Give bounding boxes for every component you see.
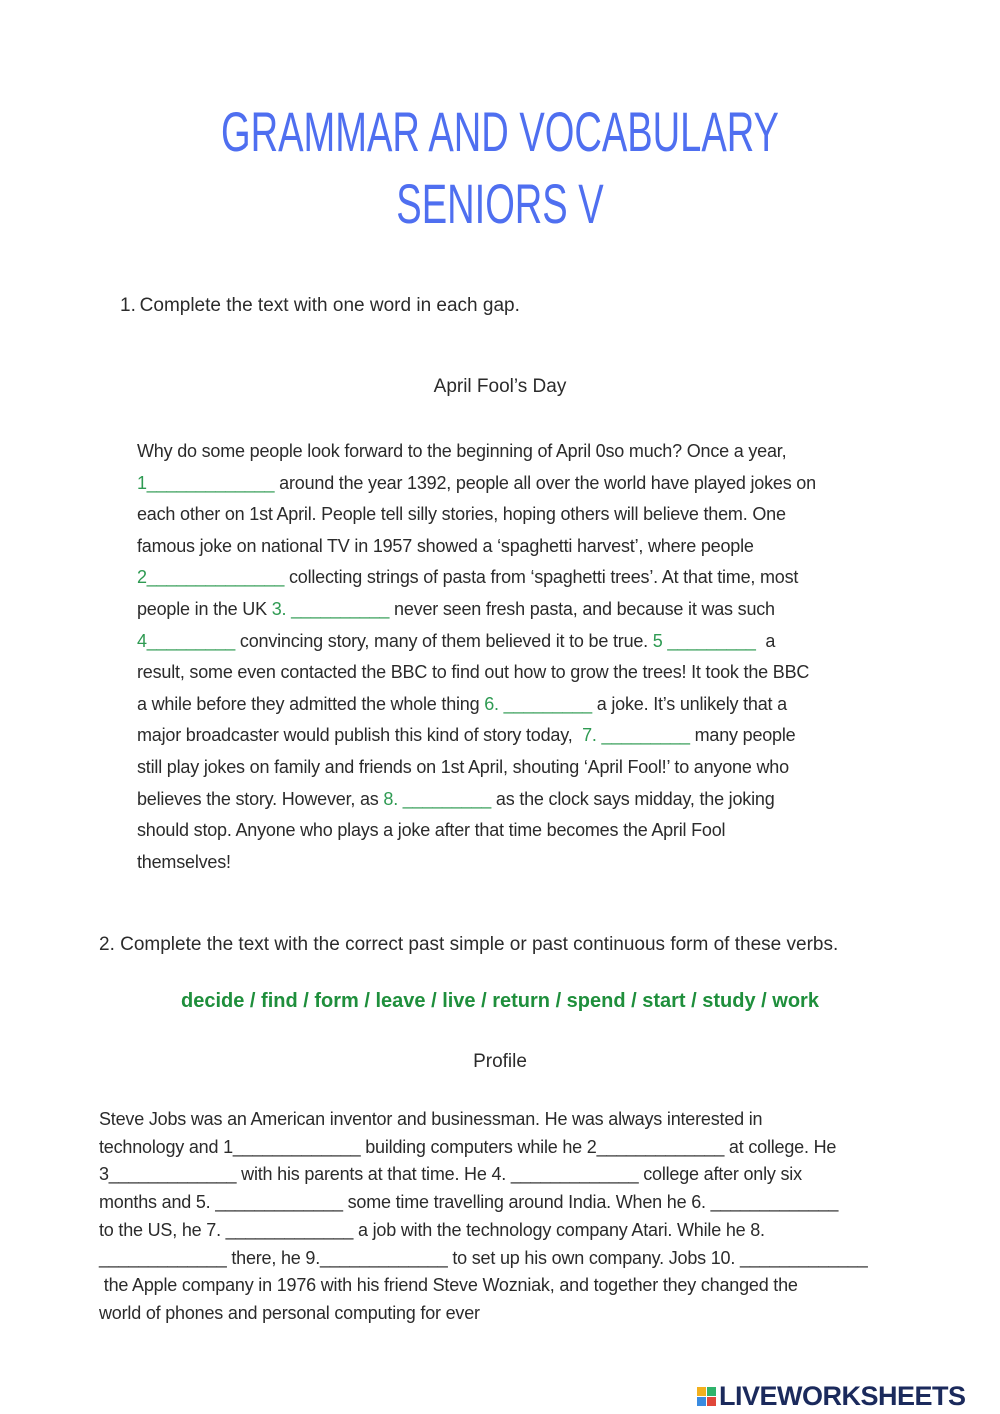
text-segment: many people	[689, 725, 796, 746]
text-segment: believes the story. However, as	[137, 788, 384, 809]
text-line	[137, 757, 789, 778]
worksheet-subtitle: SENIORS V	[396, 172, 604, 235]
text-line	[99, 1164, 802, 1185]
text-line	[137, 536, 754, 557]
text-segment: should stop. Anyone who plays a joke after that time becomes the April Fool	[137, 820, 726, 841]
gap-blank[interactable]: 2______________	[137, 567, 285, 588]
text-segment: convincing story, many of them believed it to be true.	[235, 630, 653, 651]
text-segment: _____________ there, he 9._____________ to set up his own company. Jobs 10. _____________	[99, 1247, 868, 1268]
text-segment: result, some even contacted the BBC to find out how to grow the trees! It took the BBC	[137, 662, 810, 683]
text-line	[137, 631, 775, 652]
gap-blank[interactable]: 3. __________	[271, 599, 390, 619]
exercise1-heading: April Fool’s Day	[433, 376, 567, 397]
text-segment: still play jokes on family and friends on 1st April, shouting ‘April Fool!’ to anyone who	[137, 757, 789, 777]
text-segment: themselves!	[137, 851, 231, 872]
text-segment: as the clock says midday, the joking	[491, 788, 775, 809]
text-line	[137, 662, 809, 683]
text-segment: Steve Jobs was an American inventor and businessman. He was always interested in	[99, 1109, 763, 1129]
text-line	[99, 1220, 765, 1241]
logo-blocks-icon	[697, 1387, 716, 1406]
text-line	[137, 820, 725, 841]
text-segment: collecting strings of pasta from ‘spaghetti trees’. At that time, most	[284, 567, 799, 588]
worksheet-title: GRAMMAR AND VOCABULARY	[221, 100, 779, 163]
gap-blank[interactable]: 6. _________	[484, 693, 592, 714]
text-segment: 3_____________ with his parents at that time. He 4. _____________ college after only six	[99, 1164, 802, 1185]
gap-blank[interactable]: 8. _________	[383, 788, 492, 809]
text-line	[99, 1192, 838, 1213]
text-line	[99, 1275, 798, 1296]
text-line	[137, 599, 775, 620]
text-line	[137, 694, 787, 715]
text-segment: never seen fresh pasta, and because it was such	[389, 599, 775, 619]
text-line	[137, 473, 816, 494]
verb-list: decide / find / form / leave / live / return / spend / start / study / work	[181, 990, 819, 1012]
gap-blank[interactable]: 4_________	[137, 630, 236, 651]
gap-blank[interactable]: 5 _________	[652, 630, 756, 651]
text-line	[137, 789, 775, 810]
text-line	[137, 441, 786, 462]
text-segment: to the US, he 7. _____________ a job with the technology company Atari. While he 8.	[99, 1219, 765, 1240]
text-line	[137, 504, 786, 525]
text-segment: Why do some people look forward to the beginning of April 0so much? Once a year,	[137, 441, 787, 461]
text-segment: world of phones and personal computing for ever	[99, 1302, 480, 1323]
text-segment: a	[755, 630, 776, 651]
liveworksheets-logo	[697, 1381, 966, 1412]
text-segment: a while before they admitted the whole thing	[137, 693, 485, 714]
text-segment: the Apple company in 1976 with his friend Steve Wozniak, and together they changed the	[99, 1275, 798, 1296]
text-segment: each other on 1st April. People tell silly stories, hoping others will believe them. One	[137, 504, 786, 525]
text-line	[99, 1109, 762, 1130]
text-line	[137, 852, 231, 873]
text-line	[99, 1303, 480, 1324]
text-segment: famous joke on national TV in 1957 showed a ‘spaghetti harvest’, where people	[137, 535, 754, 556]
text-line	[99, 1137, 836, 1158]
logo-text: LIVEWORKSHEETS	[719, 1381, 966, 1411]
text-segment: around the year 1392, people all over the world have played jokes on	[274, 472, 816, 493]
exercise1-instruction: 1. Complete the text with one word in each gap.	[120, 295, 520, 316]
text-line	[137, 567, 798, 588]
gap-blank[interactable]: 7. _________	[582, 725, 690, 746]
exercise2-heading: Profile	[473, 1051, 527, 1072]
text-line	[137, 725, 795, 746]
text-segment: people in the UK	[137, 599, 272, 619]
text-segment: a joke. It’s unlikely that a	[591, 693, 787, 714]
text-segment: months and 5. _____________ some time travelling around India. When he 6. _____________	[99, 1192, 839, 1213]
exercise2-instruction: 2. Complete the text with the correct past simple or past continuous form of these verbs.	[99, 934, 839, 955]
text-line	[99, 1248, 868, 1269]
text-segment: major broadcaster would publish this kind of story today,	[137, 725, 583, 746]
text-segment: technology and 1_____________ building computers while he 2_____________ at college. He	[99, 1136, 837, 1157]
gap-blank[interactable]: 1_____________	[137, 472, 275, 493]
